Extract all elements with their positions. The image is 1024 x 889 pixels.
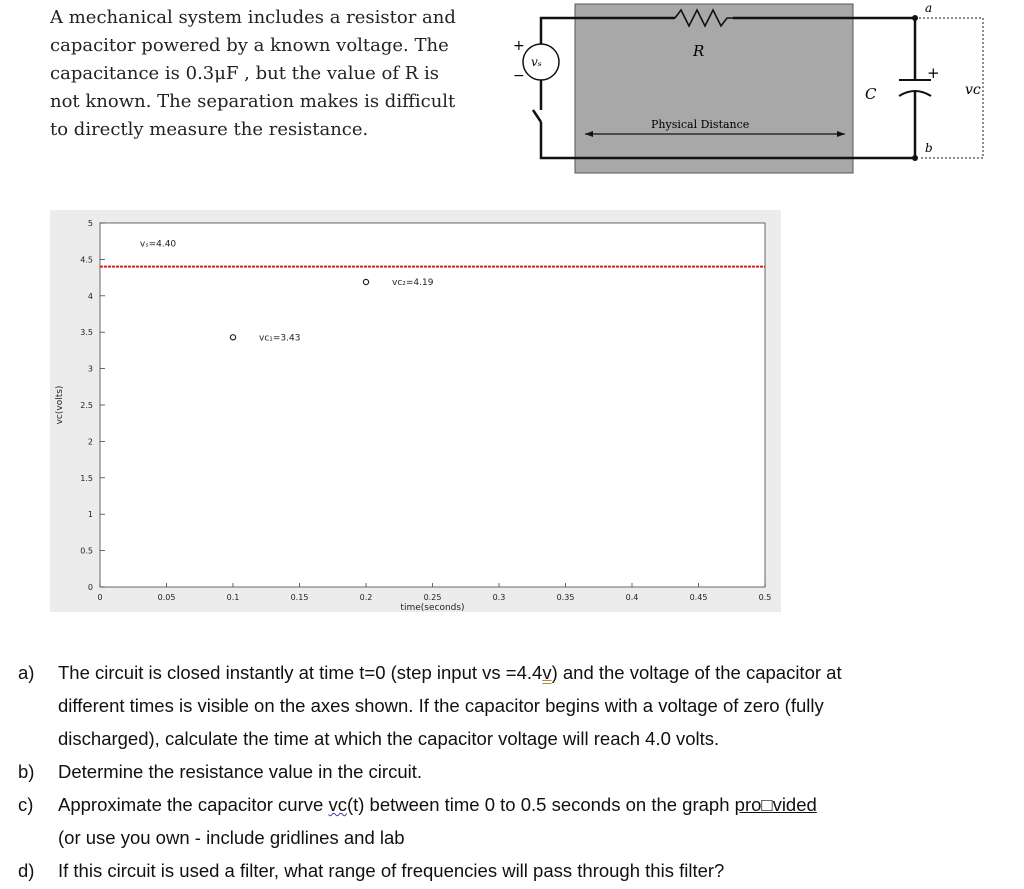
data-point-marker bbox=[363, 279, 368, 284]
intro-line: not known. The separation makes is difficult bbox=[50, 91, 456, 112]
x-tick-label: 0.45 bbox=[689, 593, 708, 602]
x-tick-label: 0.25 bbox=[423, 593, 442, 602]
y-tick-label: 1 bbox=[87, 510, 93, 520]
question-b bbox=[18, 755, 1018, 788]
source-minus: − bbox=[513, 68, 525, 84]
resistor-label: R bbox=[693, 42, 705, 60]
y-tick-label: 4 bbox=[87, 291, 93, 301]
switch bbox=[533, 110, 541, 122]
node-b-dot bbox=[912, 155, 918, 161]
circuit-svg bbox=[505, 0, 1024, 180]
question-list bbox=[18, 656, 1018, 887]
vc-label: vᴄ bbox=[965, 82, 981, 98]
y-tick-label: 2.5 bbox=[80, 401, 93, 410]
y-tick-label: 2 bbox=[87, 437, 93, 447]
problem-intro bbox=[50, 4, 496, 144]
circuit-diagram bbox=[505, 0, 1024, 180]
y-tick-label: 0.5 bbox=[80, 546, 93, 556]
y-tick-label: 3 bbox=[87, 364, 93, 374]
x-tick-label: 0.1 bbox=[226, 593, 240, 602]
x-tick-label: 0.15 bbox=[290, 593, 309, 602]
y-tick-label: 1.5 bbox=[80, 473, 93, 483]
data-point-label: vᴄ₂=4.19 bbox=[392, 277, 434, 288]
question-line: Determine the resistance value in the circuit. bbox=[58, 761, 423, 782]
intro-line: A mechanical system includes a resistor and bbox=[50, 7, 456, 28]
source-label: vₛ bbox=[531, 55, 542, 69]
node-b-label: b bbox=[925, 141, 933, 155]
x-tick-label: 0.5 bbox=[758, 593, 772, 602]
chart-svg bbox=[50, 210, 781, 612]
x-tick-label: 0.35 bbox=[556, 593, 575, 602]
question-text: The circuit is closed instantly at time t=0 (step input vs =4.4 bbox=[58, 662, 543, 683]
intro-line: to directly measure the resistance. bbox=[50, 119, 369, 140]
question-line: (or use you own - include gridlines and lab bbox=[58, 827, 405, 848]
intro-line: capacitance is 0.3μF , but the value of R is bbox=[50, 63, 439, 84]
source-plus: + bbox=[513, 38, 525, 54]
question-a bbox=[18, 656, 1018, 755]
vs-reference-label: vₛ=4.40 bbox=[139, 239, 177, 250]
question-letter: d) bbox=[18, 860, 35, 881]
question-d bbox=[18, 854, 1018, 887]
x-tick-label: 0 bbox=[97, 593, 103, 602]
x-axis-label: time(seconds) bbox=[400, 603, 465, 612]
question-line: If this circuit is used a filter, what range of frequencies will pass through this filter? bbox=[58, 860, 725, 881]
data-point-marker bbox=[230, 335, 235, 340]
distance-label: Physical Distance bbox=[651, 118, 750, 131]
x-tick-label: 0.4 bbox=[625, 593, 639, 602]
node-a-dot bbox=[912, 15, 918, 21]
question-text-underlined: v bbox=[542, 662, 552, 683]
y-tick-label: 4.5 bbox=[80, 255, 93, 265]
y-axis-label: vᴄ(volts) bbox=[55, 385, 65, 425]
question-text: (t) between time 0 to 0.5 seconds on the graph bbox=[346, 794, 735, 815]
question-line: discharged), calculate the time at which the capacitor voltage will reach 4.0 volts. bbox=[58, 728, 720, 749]
question-c bbox=[18, 788, 1018, 854]
data-point-label: vᴄ₁=3.43 bbox=[259, 333, 301, 344]
question-text-spellcheck: vc bbox=[328, 794, 347, 815]
question-text-underlined: pro□vided bbox=[734, 794, 817, 815]
x-tick-label: 0.05 bbox=[157, 593, 176, 602]
question-text: Approximate the capacitor curve bbox=[58, 794, 329, 815]
physical-distance-box bbox=[575, 4, 853, 173]
y-tick-label: 3.5 bbox=[80, 328, 93, 338]
y-tick-label: 0 bbox=[87, 583, 93, 592]
chart-panel bbox=[50, 210, 781, 612]
question-line bbox=[58, 656, 1018, 689]
question-letter: b) bbox=[18, 761, 35, 782]
intro-line: capacitor powered by a known voltage. The bbox=[50, 35, 449, 56]
question-text: ) and the voltage of the capacitor at bbox=[551, 662, 842, 683]
question-letter: a) bbox=[18, 662, 35, 683]
y-tick-label: 5 bbox=[87, 219, 93, 228]
question-letter: c) bbox=[18, 794, 34, 815]
x-tick-label: 0.2 bbox=[359, 593, 373, 602]
capacitor-label: C bbox=[865, 85, 877, 103]
node-a-label: a bbox=[925, 1, 933, 15]
question-line bbox=[58, 788, 1018, 821]
capacitor-plus: + bbox=[927, 64, 940, 82]
x-tick-label: 0.3 bbox=[492, 593, 506, 602]
question-line: different times is visible on the axes shown. If the capacitor begins with a voltage of zero (fully bbox=[58, 695, 824, 716]
